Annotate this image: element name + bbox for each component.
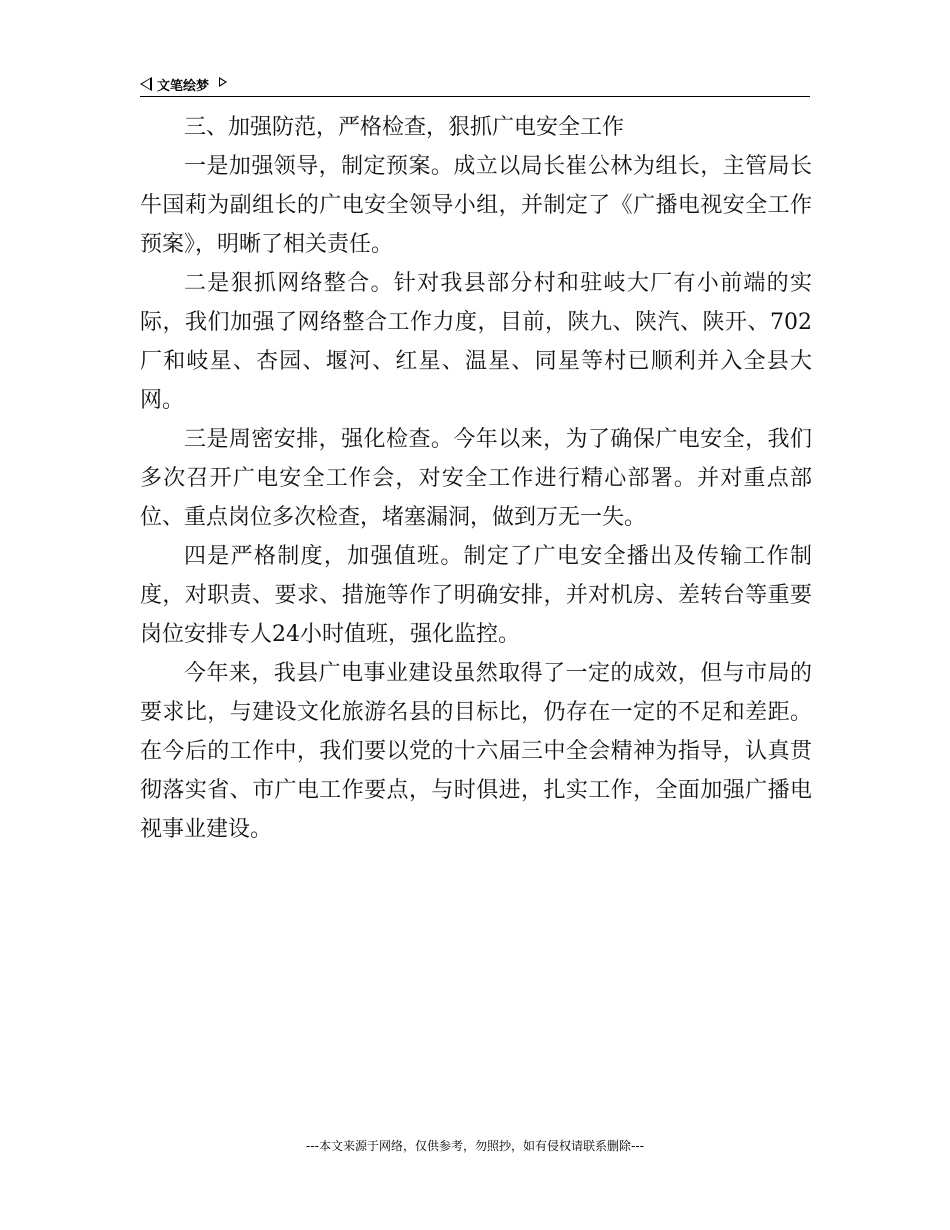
paragraph: 今年来，我县广电事业建设虽然取得了一定的成效，但与市局的要求比，与建设文化旅游名县的目标比，仍存在一定的不足和差距。在今后的工作中，我们要以党的十六届三中全会精神为指导，认真贯彻落实省、市广电工作要点，与时俱进，扎实工作，全面加强广播电视事业建设。 [140, 661, 812, 842]
paragraph: 四是严格制度，加强值班。制定了广电安全播出及传输工作制度，对职责、要求、措施等作了明确安排，并对机房、差转台等重要岗位安排专人24小时值班，强化监控。 [140, 544, 812, 647]
paragraph: 二是狠抓网络整合。针对我县部分村和驻岐大厂有小前端的实际，我们加强了网络整合工作力度，目前，陕九、陕汽、陕开、702厂和岐星、杏园、堰河、红星、温星、同星等村已顺利并入全县大网。 [140, 271, 812, 413]
page-header [140, 72, 810, 97]
triangle-left-icon [140, 77, 152, 91]
page-footer: ---本文来源于网络，仅供参考，勿照抄，如有侵权请联系删除--- [306, 1139, 644, 1153]
document-body [140, 108, 812, 849]
header-title: 文笔绘梦 [157, 78, 210, 94]
triangle-right-icon [219, 77, 227, 87]
section-heading: 三、加强防范，严格检查，狠抓广电安全工作 [184, 115, 625, 140]
paragraph: 一是加强领导，制定预案。成立以局长崔公林为组长，主管局长牛国莉为副组长的广电安全领导小组，并制定了《广播电视安全工作预案》，明晰了相关责任。 [140, 154, 812, 257]
paragraph: 三是周密安排，强化检查。今年以来，为了确保广电安全，我们多次召开广电安全工作会，对安全工作进行精心部署。并对重点部位、重点岗位多次检查，堵塞漏洞，做到万无一失。 [140, 427, 812, 530]
